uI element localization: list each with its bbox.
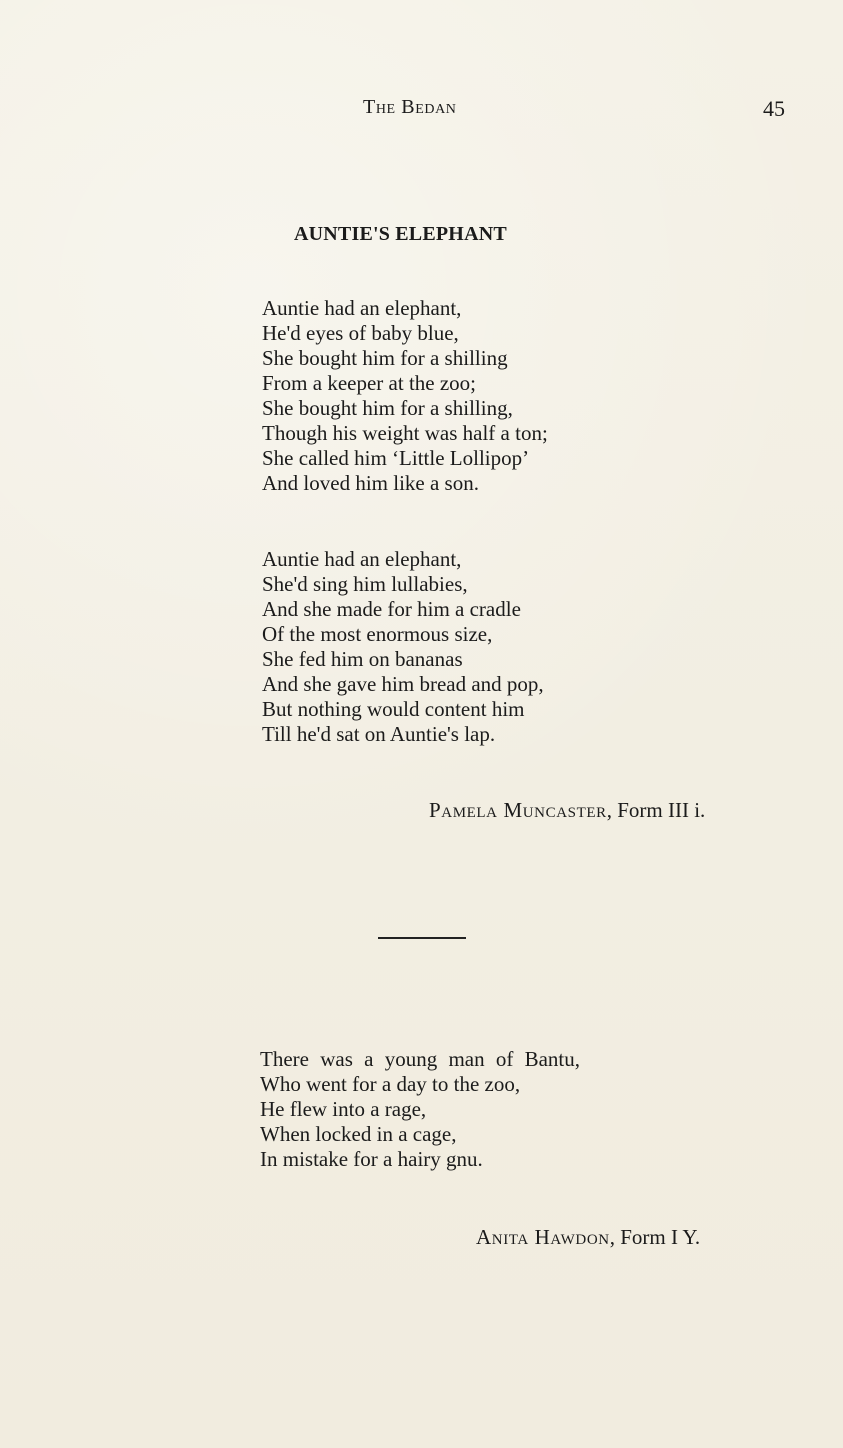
- limerick-attribution: [476, 1225, 700, 1250]
- verse-line: When locked in a cage,: [260, 1122, 457, 1146]
- running-head: The Bedan: [363, 96, 457, 118]
- verse-line: Till he'd sat on Auntie's lap.: [262, 722, 496, 746]
- verse-line: Who went for a day to the zoo,: [260, 1072, 521, 1096]
- verse-line: She'd sing him lullabies,: [262, 572, 468, 596]
- verse-line: She bought him for a shilling: [262, 346, 508, 370]
- poem-attribution: [429, 798, 705, 823]
- verse-line: And she gave him bread and pop,: [262, 672, 544, 696]
- page-number: 45: [763, 96, 785, 121]
- author-name: Anita Hawdon: [476, 1225, 610, 1249]
- verse-line: She called him ‘Little Lollipop’: [262, 446, 530, 470]
- verse-line: Though his weight was half a ton;: [262, 421, 548, 445]
- verse-line: He'd eyes of baby blue,: [262, 321, 459, 345]
- verse-line: But nothing would content him: [262, 697, 525, 721]
- verse-line: She fed him on bananas: [262, 647, 463, 671]
- verse-line: Auntie had an elephant,: [262, 547, 462, 571]
- verse-line: Of the most enormous size,: [262, 622, 493, 646]
- poem-title: AUNTIE'S ELEPHANT: [294, 223, 507, 245]
- author-form: , Form I Y.: [609, 1225, 701, 1249]
- stanza-1: [262, 296, 548, 496]
- section-divider: [378, 937, 466, 939]
- verse-line: Auntie had an elephant,: [262, 296, 462, 320]
- author-form: , Form III i.: [606, 798, 706, 822]
- verse-line: And she made for him a cradle: [262, 597, 521, 621]
- limerick: [260, 1047, 580, 1172]
- verse-line: There was a young man of Bantu,: [260, 1047, 581, 1071]
- verse-line: She bought him for a shilling,: [262, 396, 513, 420]
- verse-line: And loved him like a son.: [262, 471, 479, 495]
- verse-line: From a keeper at the zoo;: [262, 371, 476, 395]
- stanza-2: [262, 547, 544, 747]
- verse-line: He flew into a rage,: [260, 1097, 427, 1121]
- verse-line: In mistake for a hairy gnu.: [260, 1147, 483, 1171]
- author-name: Pamela Muncaster: [429, 798, 607, 822]
